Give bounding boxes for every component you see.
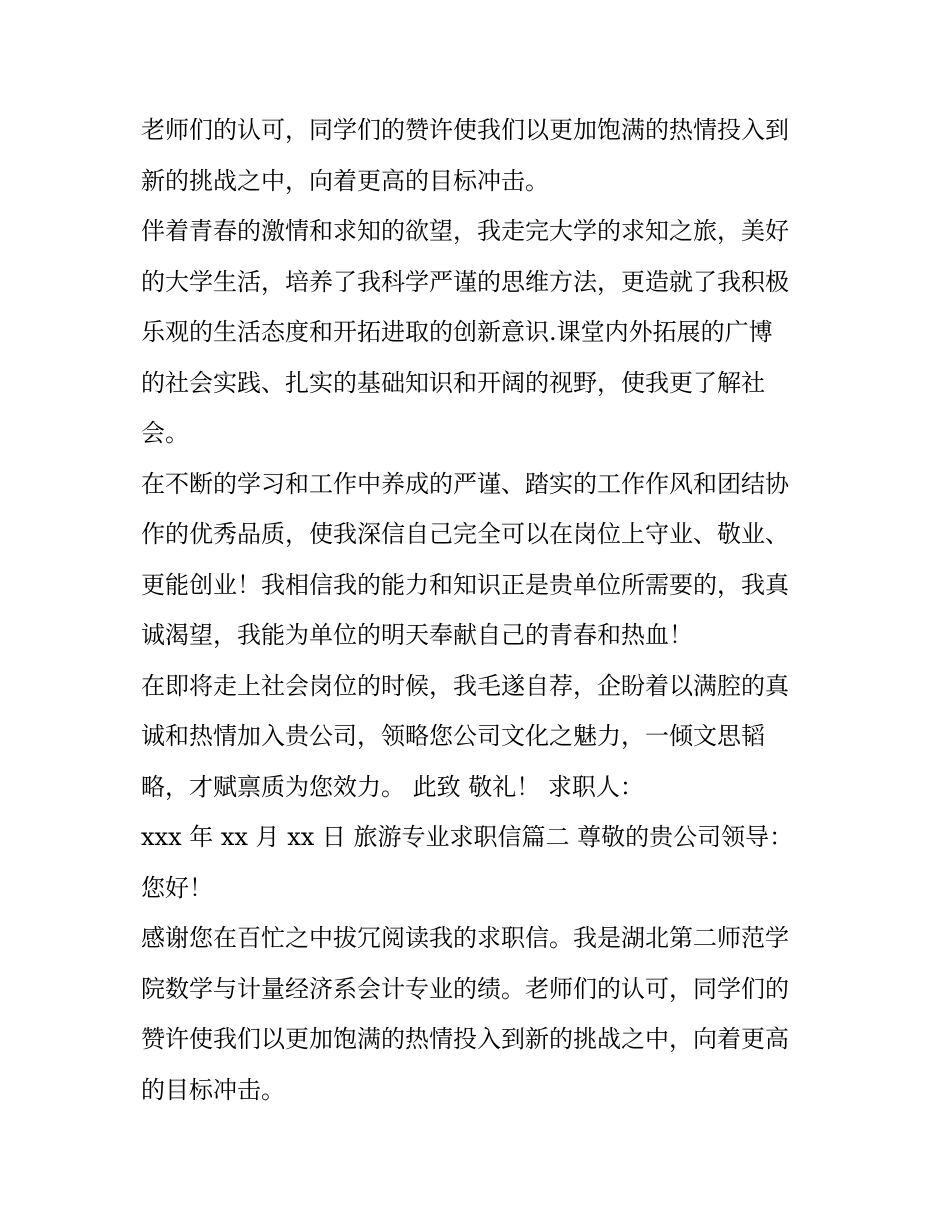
text-line: 在不断的学习和工作中养成的严谨、踏实的工作作风和团结协: [141, 469, 789, 498]
document-body: [141, 105, 831, 1115]
text-line: 新的挑战之中，向着更高的目标冲击。: [141, 166, 549, 195]
text-line: 的大学生活，培养了我科学严谨的思维方法，更造就了我积极: [141, 267, 789, 296]
text-line: 略，才赋禀质为您效力。 此致 敬礼！ 求职人：: [141, 772, 644, 801]
text-line: 会。: [141, 419, 189, 447]
text-line: 的社会实践、扎实的基础知识和开阔的视野，使我更了解社: [141, 368, 765, 397]
text-line: 更能创业！我相信我的能力和知识正是贵单位所需要的，我真: [141, 570, 789, 599]
text-line: 在即将走上社会岗位的时候，我毛遂自荐，企盼着以满腔的真: [141, 671, 789, 700]
text-line: 作的优秀品质，使我深信自己完全可以在岗位上守业、敬业、: [141, 520, 789, 548]
text-line: 院数学与计量经济系会计专业的绩。老师们的认可，同学们的: [141, 974, 789, 1003]
text-line: xxx 年 xx 月 xx 日 旅游专业求职信篇二 尊敬的贵公司领导：: [141, 823, 794, 851]
text-line: 老师们的认可，同学们的赞许使我们以更加饱满的热情投入到: [141, 116, 789, 144]
text-line: 诚和热情加入贵公司，领略您公司文化之魅力，一倾文思韬: [141, 722, 765, 750]
text-line: 伴着青春的激情和求知的欲望，我走完大学的求知之旅，美好: [141, 217, 789, 245]
text-line: 赞许使我们以更加饱满的热情投入到新的挑战之中，向着更高: [141, 1025, 789, 1053]
text-line: 乐观的生活态度和开拓进取的创新意识.课堂内外拓展的广博: [141, 318, 773, 346]
text-line: 感谢您在百忙之中拔冗阅读我的求职信。我是湖北第二师范学: [141, 924, 789, 952]
text-line: 诚渴望，我能为单位的明天奉献自己的青春和热血！: [141, 621, 693, 649]
text-line: 您好！: [141, 873, 213, 902]
text-line: 的目标冲击。: [141, 1075, 285, 1104]
